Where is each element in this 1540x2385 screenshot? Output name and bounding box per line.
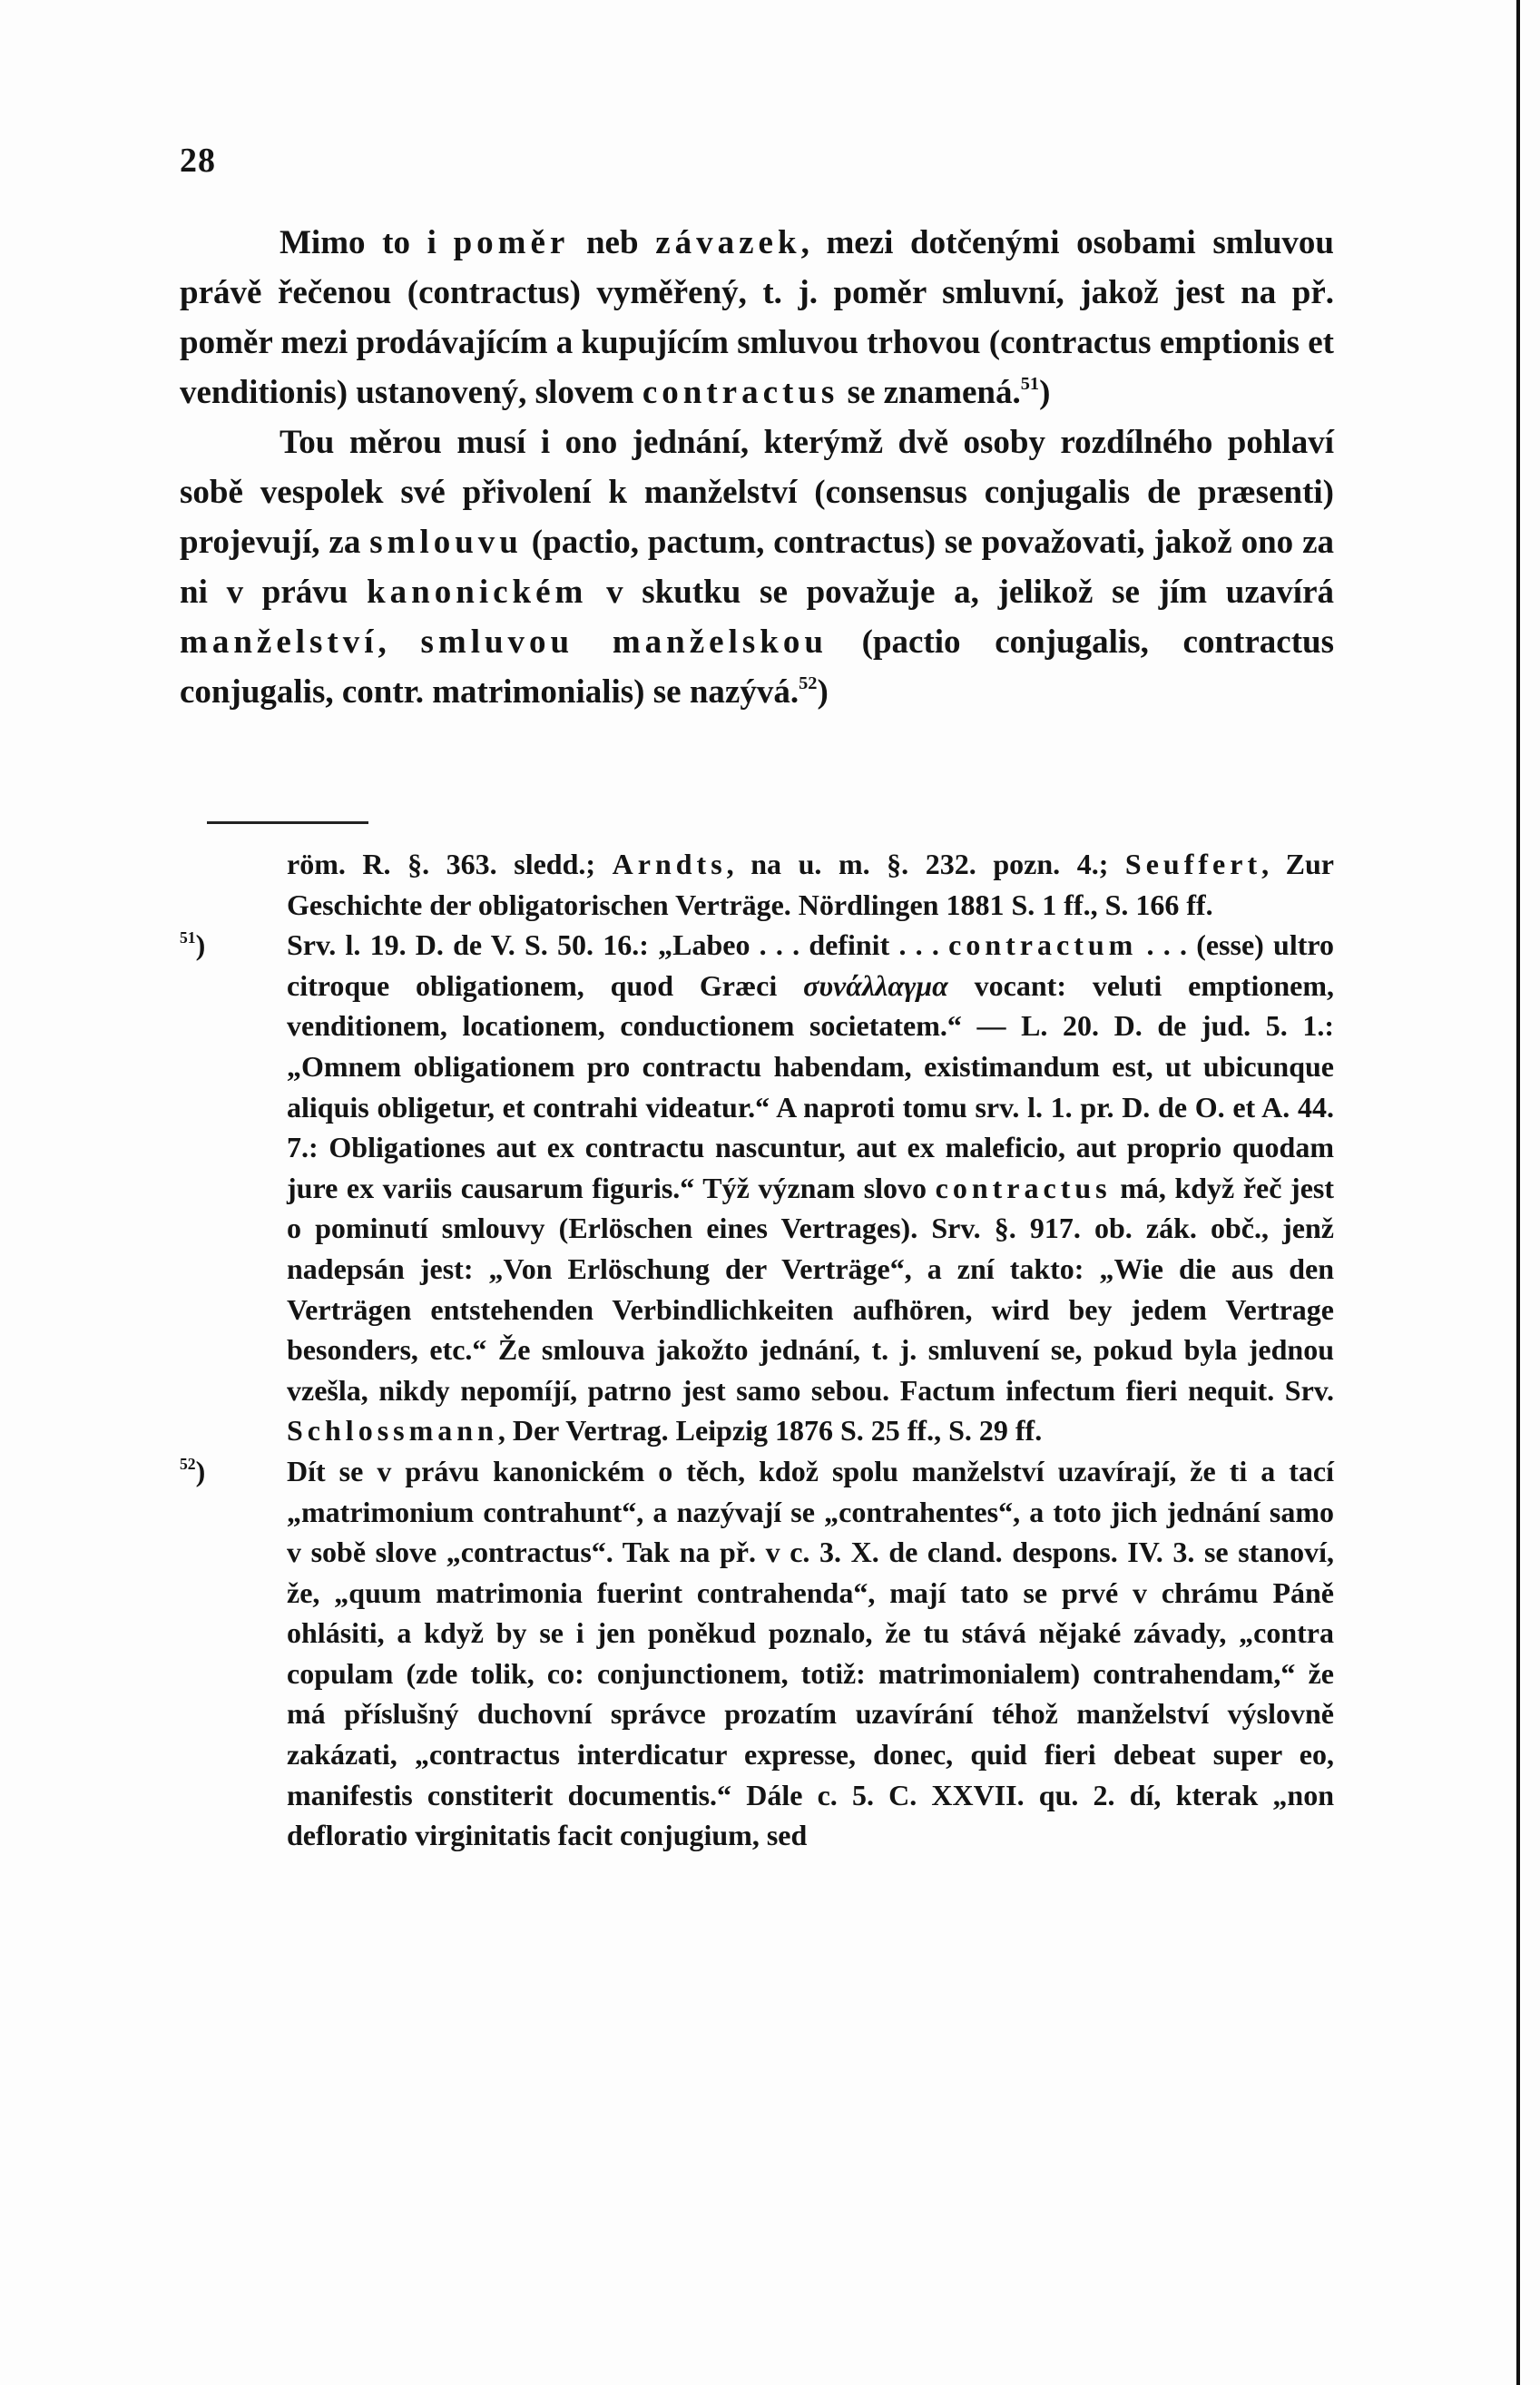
fn52-marker-paren: ) [195, 1454, 206, 1487]
p1-emph-contractus: contractus [642, 374, 839, 411]
fn51-greek-word: συνάλλαγμα [803, 968, 948, 1002]
fn51-text-c: . . . (esse) ultro citroque obligationem, quod Græci [287, 928, 1335, 1002]
p1-text-a: Mimo to i [280, 224, 454, 261]
footnote-52-marker [180, 1451, 205, 1492]
fn51-text-h: , Der Vertrag. Leipzig 1876 S. 25 ff., S. 29 ff. [497, 1414, 1043, 1448]
p1-emph-pomer: poměr [453, 224, 570, 261]
p2-text-e: v skutku se považuje a, jelikož se jím uzavírá [587, 574, 1334, 611]
p2-emph-kanonickem: kanonickém [367, 574, 588, 611]
fn51-marker-paren: ) [195, 928, 206, 962]
page-number: 28 [180, 142, 216, 180]
p2-text-a: Tou měrou musí i ono jednání, kterýmž dvě osoby rozdílného pohlaví sobě vespolek své přivolení k manželství (consensus conjugalis de præsenti) projevují, za [180, 424, 1334, 561]
fn-cont-c: , na u. m. §. 232. pozn. 4.; [726, 848, 1125, 880]
fn52-marker-num: 52 [180, 1454, 196, 1473]
footnote-ref-52: 52 [799, 672, 818, 693]
fn51-text-f: má, když řeč jest o pominutí smlouvy (Erlöschen eines Vertrages). Srv. §. 917. ob. zák. obč., jenž nadepsán jest: „Von Erlöschung der Verträge“, a zní takto: „Wie die aus den Verträgen entstehenden Verbindlichkeiten aufhören, wird bey jedem Vertrage besonders, etc.“ Že smlouva jakožto jednání, t. j. smluvení se, pokud byla jednou vzešla, nikdy nepomíjí, patrno jest samo sebou. Factum infectum fieri nequit. Srv. [287, 1171, 1335, 1407]
fn51-emph-contractus: contractus [935, 1171, 1112, 1204]
p2-text-g: , [378, 623, 421, 661]
p1-text-e: , mezi dotčenými osobami smluvou právě řečenou (contractus) vyměřený, t. j. poměr smluvní, jakož jest na př. poměr mezi prodávajícím a kupujícím smluvou trhovou (contractus emptionis et venditionis) ustanovený, slovem [180, 224, 1335, 411]
p2-text-i: (pactio conjugalis, contractus conjugalis, contr. matrimonialis) se nazývá. [180, 623, 1335, 711]
footnote-separator [207, 821, 368, 824]
fn51-emph-contractum: contractum [948, 928, 1138, 962]
p2-emph-smluvou-manzelskou: smluvou manželskou [420, 623, 828, 661]
fn51-marker-num: 51 [180, 928, 196, 947]
fn51-text-d: vocant: veluti emptionem, venditionem, locationem, conductionem societatem.“ — L. 20. D. de jud. 5. 1.: „Omnem obligationem pro contractu habendam, existimandum est, ut ubicunque aliquis obligetur, et contrahi videatur.“ A naproti tomu srv. l. 1. pr. D. de O. et A. 44. 7.: Obligationes aut ex contractu nascuntur, aut ex maleficio, aut proprio quodam jure ex variis causarum figuris.“ Týž význam slovo [287, 968, 1335, 1204]
footnotes [180, 844, 1334, 1856]
p1-text-c: neb [569, 224, 656, 261]
footnote-52 [180, 1451, 1334, 1856]
p2-emph-smlouvu: smlouvu [369, 524, 523, 561]
p2-text-c: (pactio, pactum, contractus) se považovati, jakož ono za ni v právu [180, 524, 1334, 611]
paragraph-1 [180, 218, 1334, 417]
fn-cont-a: röm. R. §. 363. sledd.; [287, 848, 613, 880]
paragraph-2 [180, 417, 1334, 717]
footnote-51 [180, 925, 1334, 1451]
fn-cont-e: , Zur Geschichte der obligatorischen Verträge. Nördlingen 1881 S. 1 ff., S. 166 ff. [287, 848, 1335, 921]
main-text [180, 218, 1334, 717]
footnote-51-marker [180, 925, 205, 966]
footnote-ref-51: 51 [1020, 373, 1040, 394]
p1-text-h: ) [1039, 374, 1051, 411]
footnote-continuation [180, 844, 1334, 925]
p2-text-j: ) [817, 673, 829, 711]
p1-text-g: se znamená. [839, 374, 1021, 411]
fn51-text-a: Srv. l. 19. D. de V. S. 50. 16.: „Labeo . . . definit . . . [287, 928, 949, 962]
page-edge-shadow [1516, 0, 1520, 2385]
p2-emph-manzelstvi: manželství [180, 623, 378, 661]
fn51-emph-schlossmann: Schlossmann [287, 1414, 498, 1448]
fn-cont-seuffert: Seuffert [1124, 848, 1262, 880]
fn52-text: Dít se v právu kanonickém o těch, kdož spolu manželství uzavírají, že ti a tací „matrimonium contrahunt“, a nazývají se „contrahentes“, a toto jich jednání samo v sobě slove „contractus“. Tak na př. v c. 3. X. de cland. despons. IV. 3. se stanoví, že, „quum matrimonia fuerint contrahenda“, mají tato se prvé v chrámu Páně ohlásiti, a když by se i jen poněkud poznalo, že tu stává nějaké závady, „contra copulam (zde tolik, co: conjunctionem, totiž: matrimonialem) contrahendam,“ že má příslušný duchovní správce prozatím uzavírání téhož manželství výslovně zakázati, „contractus interdicatur expresse, donec, quid fieri debeat super eo, manifestis constiterit documentis.“ Dále c. 5. C. XXVII. qu. 2. dí, kterak „non defloratio virginitatis facit conjugium, sed [287, 1454, 1334, 1852]
fn-cont-arndts: Arndts [612, 848, 727, 880]
p1-emph-zavazek: závazek [655, 224, 801, 261]
